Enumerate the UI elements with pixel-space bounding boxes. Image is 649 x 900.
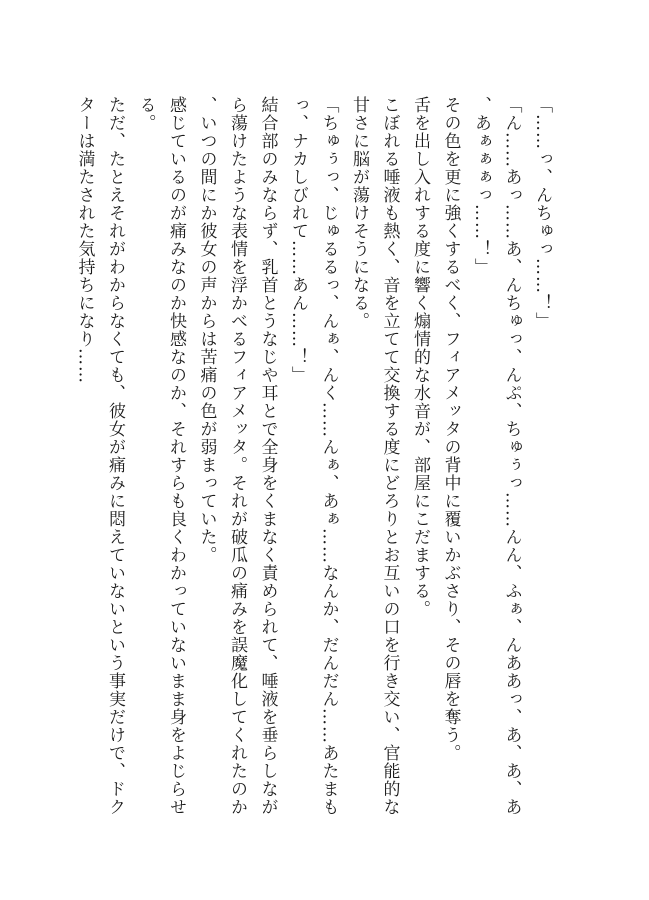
dialogue-line: 「……っ、んちゅっ……！」 <box>532 96 552 330</box>
narration-paragraph: ただ、たとえそれがわからなくても、彼女が痛みに悶えていないという事実だけで、ドクターは満たされた気持ちになり…… <box>74 96 125 816</box>
narration-paragraph: 舌を出し入れする度に響く煽情的な水音が、部屋にこだまする。 <box>410 96 430 618</box>
vertical-text-body <box>69 96 557 816</box>
narration-paragraph: その色を更に強くするべく、フィアメッタの背中に覆いかぶさり、その唇を奪う。 <box>440 96 461 762</box>
narration-paragraph: 結合部のみならず、乳首とうなじや耳とで全身をくまなく責められて、唾液を垂らしながら蕩けたような表情を浮かべるフィアメッタ。それが破瓜の痛みを誤魔化してくれたのか、いつの間にか彼女の声からは苦痛の色が弱まっていた。 <box>196 96 278 816</box>
narration-paragraph: 感じているのが痛みなのか快感なのか、それすらも良くわかっていないまま身をよじらせる。 <box>135 96 186 816</box>
dialogue-line: 「ちゅぅっ、じゅるるっ、んぁ、んく……んぁ、あぁ……なんか、だんだん……あたまもっ、ナカしびれて……あん……！」 <box>288 96 339 816</box>
narration-paragraph: こぼれる唾液も熱く、音を立てて交換する度にどろりとお互いの口を行き交い、官能的な甘さに脳が蕩けそうになる。 <box>349 96 400 816</box>
dialogue-line: 「ん……あっ……あ、んちゅっ、んぷ、ちゅぅっ……んん、ふぁ、んああっ、あ、あ、あ、あぁぁぁっ……！」 <box>471 96 522 816</box>
